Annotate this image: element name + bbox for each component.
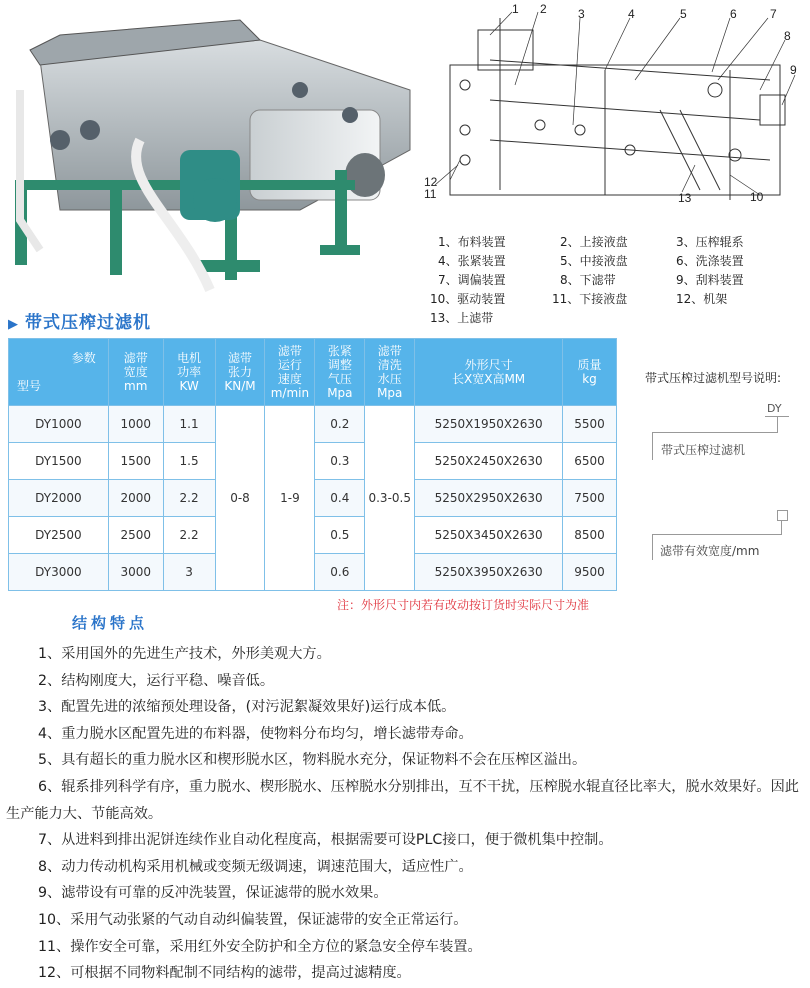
table-row: DY2000 2000 2.2 0.4 5250X2950X2630 7500 [9, 480, 617, 517]
width-box [777, 510, 788, 521]
header-belt-width: 滤带 宽度 mm [108, 339, 163, 406]
legend-item: 8、下滤带 [560, 273, 616, 287]
table-row: DY3000 3000 3 0.6 5250X3950X2630 9500 [9, 554, 617, 591]
callout-1: 1 [512, 2, 519, 16]
legend-item: 12、机架 [676, 292, 728, 306]
header-mass: 质量 kg [563, 339, 617, 406]
header-dimensions: 外形尺寸 长X宽X高MM [415, 339, 563, 406]
model-code: DY [767, 402, 782, 415]
callout-3: 3 [578, 7, 585, 21]
legend-item: 3、压榨辊系 [676, 235, 744, 249]
list-item: 7、从进料到排出泥饼连续作业自动化程度高，根据需要可设PLC接口，便于微机集中控制。 [38, 832, 613, 849]
header-belt-speed: 滤带 运行 速度 m/min [265, 339, 315, 406]
table-row: DY1000 1000 1.1 0-8 1-9 0.2 0.3-0.5 5250X1950X2630 5500 [9, 406, 617, 443]
tension-cell: 0-8 [215, 406, 265, 591]
callout-6: 6 [730, 7, 737, 21]
list-item: 5、具有超长的重力脱水区和楔形脱水区，物料脱水充分，保证物料不会在压榨区溢出。 [38, 752, 587, 769]
callout-8: 8 [784, 29, 791, 43]
legend-item: 9、刮料装置 [676, 273, 744, 287]
legend-item: 1、布料装置 [438, 235, 506, 249]
callout-10: 10 [750, 190, 764, 204]
spec-table [8, 338, 617, 591]
list-item: 12、可根据不同物料配制不同结构的滤带，提高过滤精度。 [38, 965, 411, 982]
legend-item: 7、调偏装置 [438, 273, 506, 287]
list-item: 10、采用气动张紧的气动自动纠偏装置，保证滤带的安全正常运行。 [38, 911, 468, 928]
callout-9: 9 [790, 63, 797, 77]
list-item: 2、结构刚度大，运行平稳、噪音低。 [38, 672, 275, 689]
list-item: 9、滤带设有可靠的反冲洗装置，保证滤带的脱水效果。 [38, 885, 388, 902]
legend-item: 11、下接液盘 [552, 292, 628, 306]
legend-item: 10、驱动装置 [430, 292, 506, 306]
legend-item: 4、张紧装置 [438, 254, 506, 268]
speed-cell: 1-9 [265, 406, 315, 591]
wash-pressure-cell: 0.3-0.5 [365, 406, 415, 591]
callout-11: 11 [424, 187, 437, 201]
legend-item: 13、上滤带 [430, 311, 494, 325]
legend-item: 2、上接液盘 [560, 235, 628, 249]
triangle-icon: ▶ [8, 317, 19, 332]
callout-2: 2 [540, 2, 547, 16]
features-title: 结构特点 [72, 614, 149, 632]
list-item: 8、动力传动机构采用机械或变频无级调速，调速范围大，适应性广。 [38, 858, 473, 875]
header-wash-pressure: 滤带 清洗 水压 Mpa [365, 339, 415, 406]
model-name-label: 带式压榨过滤机 [661, 443, 746, 457]
corner-header: 参数 型号 [9, 339, 109, 406]
features-list [6, 641, 806, 987]
callout-13: 13 [678, 191, 692, 205]
table-row: DY2500 2500 2.2 0.5 5250X3450X2630 8500 [9, 517, 617, 554]
list-item: 3、配置先进的浓缩预处理设备，(对污泥絮凝效果好)运行成本低。 [38, 699, 456, 716]
table-row: DY1500 1500 1.5 0.3 5250X2450X2630 6500 [9, 443, 617, 480]
header-tension-pressure: 张紧 调整 气压 Mpa [315, 339, 365, 406]
callout-7: 7 [770, 7, 777, 21]
list-item: 6、辊系排列科学有序，重力脱水、楔形脱水、压榨脱水分别排出，互不干扰，压榨脱水辊直径比率大，脱水效果好。因此生产能力大、节能高效。 [6, 778, 799, 822]
belt-width-label: 滤带有效宽度/mm [660, 544, 760, 558]
header-belt-tension: 滤带 张力 KN/M [215, 339, 265, 406]
legend-item: 5、中接液盘 [560, 254, 628, 268]
list-item: 11、操作安全可靠，采用红外安全防护和全方位的紧急安全停车装置。 [38, 938, 482, 955]
legend-item: 6、洗涤装置 [676, 254, 744, 268]
callout-12: 12 [424, 175, 438, 189]
list-item: 4、重力脱水区配置先进的布料器，使物料分布均匀，增长滤带寿命。 [38, 725, 473, 742]
section-title: ▶ 带式压榨过滤机 [8, 313, 151, 333]
schematic-diagram [424, 0, 810, 215]
header-motor-power: 电机 功率 KW [163, 339, 215, 406]
machine-photo [0, 20, 430, 290]
dimension-note: 注：外形尺寸内若有改动按订货时实际尺寸为准 [337, 598, 590, 612]
callout-4: 4 [628, 7, 635, 21]
callout-5: 5 [680, 7, 687, 21]
list-item: 1、采用国外的先进生产技术，外形美观大方。 [38, 646, 331, 662]
model-explain-title: 带式压榨过滤机型号说明: [645, 371, 782, 385]
